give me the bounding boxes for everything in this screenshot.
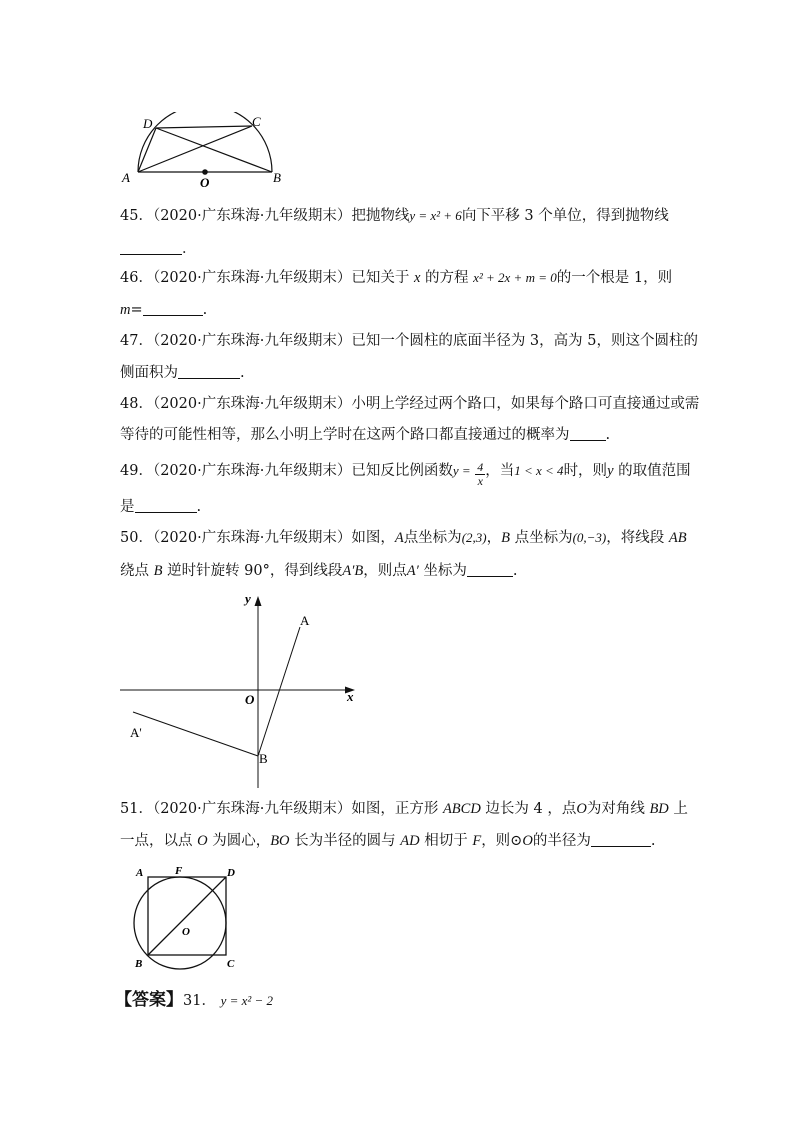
coordinate-figure — [115, 590, 365, 790]
q46-line2: m= . — [120, 302, 208, 318]
answer-blank[interactable] — [120, 240, 182, 255]
q50-line1: 50．（2020·广东珠海·九年级期末）如图，A点坐标为(2,3)，B 点坐标为(0,−3)，将线段 AB — [120, 530, 687, 546]
square-circle-figure — [130, 860, 245, 975]
label-b: B — [273, 170, 281, 185]
origin-label: O — [245, 692, 255, 707]
q49-line2: 是 . — [120, 499, 202, 515]
label-d: D — [143, 116, 153, 131]
answer-line: 【答案】31． y = x² − 2 — [115, 990, 274, 1010]
q46-line1: 46．（2020·广东珠海·九年级期末）已知关于 x 的方程 x² + 2x + m = 0的一个根是 1，则 — [120, 270, 673, 286]
q45-line1: 45．（2020·广东珠海·九年级期末）把抛物线y = x² + 6向下平移 3 个单位，得到抛物线 — [120, 208, 669, 224]
label-d: D — [227, 867, 235, 879]
answer-blank[interactable] — [178, 364, 240, 379]
q51-line1: 51．（2020·广东珠海·九年级期末）如图，正方形 ABCD 边长为 4 ，点O为对角线 BD 上 — [120, 801, 688, 817]
answer-blank[interactable] — [143, 301, 203, 316]
point-label-a: A — [300, 613, 310, 628]
label-f: F — [175, 865, 183, 877]
q47-line1: 47．（2020·广东珠海·九年级期末）已知一个圆柱的底面半径为 3，高为 5，则这个圆柱的 — [120, 333, 698, 349]
answer-blank[interactable] — [135, 498, 197, 513]
label-o: O — [182, 926, 190, 938]
q48-line1: 48．（2020·广东珠海·九年级期末）小明上学经过两个路口，如果每个路口可直接通过或需 — [120, 396, 700, 412]
q48-line2: 等待的可能性相等，那么小明上学时在这两个路口都直接通过的概率为 . — [120, 427, 611, 443]
label-a: A — [122, 170, 130, 185]
label-c: C — [227, 958, 235, 970]
answer-blank[interactable] — [591, 832, 651, 847]
q51-line2: 一点，以点 O 为圆心，BO 长为半径的圆与 AD 相切于 F，则⊙O的半径为 . — [120, 833, 656, 849]
semicircle-figure — [118, 112, 298, 192]
q45-line2: ． — [120, 239, 197, 259]
axis-label-y: y — [245, 591, 251, 606]
label-c: C — [252, 114, 261, 129]
label-o: O — [200, 175, 210, 190]
axis-label-x: x — [347, 689, 354, 704]
label-a: A — [136, 867, 144, 879]
point-label-a-prime: A' — [130, 725, 142, 740]
q47-line2: 侧面积为 . — [120, 365, 245, 381]
q49-line1: 49．（2020·广东珠海·九年级期末）已知反比例函数y = $\frac{4}{x}$ ，当1 < x < 4时，则y 的取值范围 — [120, 460, 691, 488]
point-label-b: B — [259, 751, 268, 766]
fraction: $\frac{4}{x}$ — [477, 460, 484, 488]
label-b: B — [135, 958, 143, 970]
answer-blank[interactable] — [570, 426, 606, 441]
answer-blank[interactable] — [467, 562, 513, 577]
answer-heading: 【答案】 — [115, 990, 183, 1010]
q50-line2: 绕点 B 逆时针旋转 90°，得到线段A′B，则点A′ 坐标为 . — [120, 563, 518, 579]
